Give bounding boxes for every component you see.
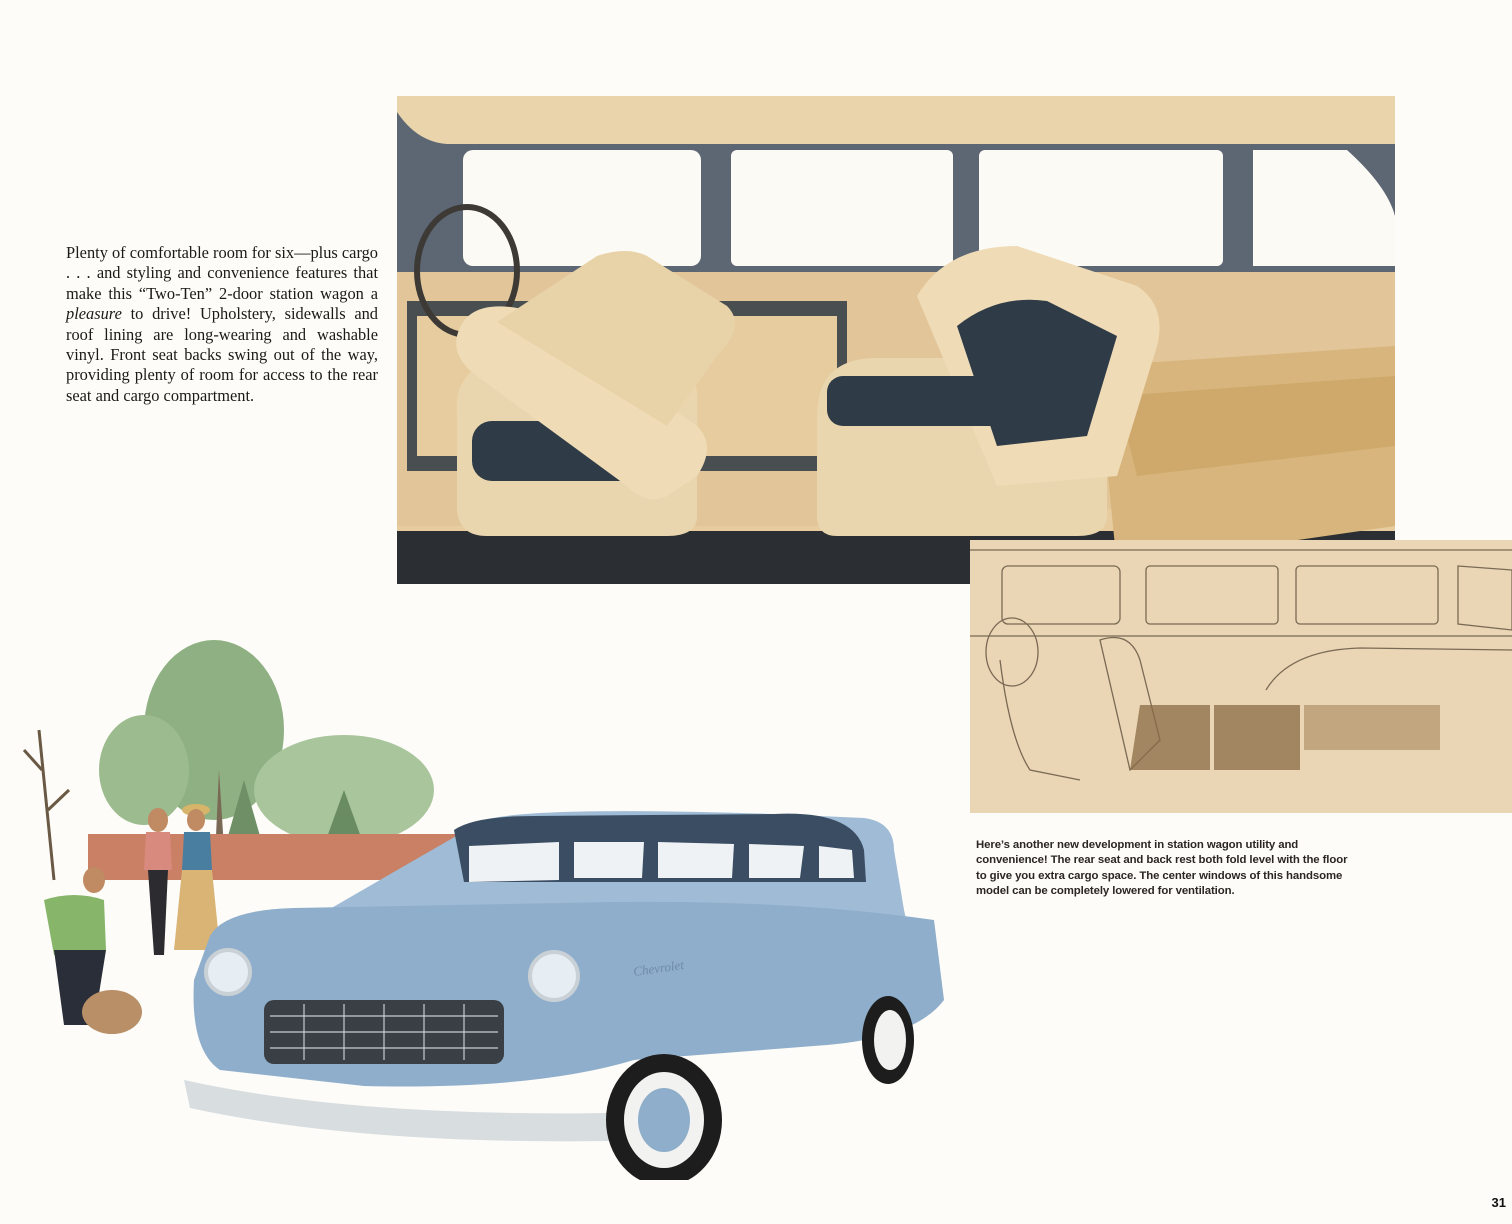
interior-description — [66, 243, 378, 406]
description-part-1: Plenty of comfortable room for six—plus cargo . . . and styling and convenience features that make this “Two-Ten” 2-door station wagon a — [66, 243, 378, 303]
folded-seat-sketch — [970, 540, 1512, 813]
cargo-caption: Here’s another new development in station wagon utility and convenience! The rear seat and back rest both fold level with the floor to give you extra cargo space. The center windows of this handsome model can be completely lowered for ventilation. — [976, 839, 1348, 898]
interior-illustration — [397, 96, 1395, 584]
page-number: 31 — [1491, 1195, 1506, 1210]
description-emphasis: pleasure — [66, 304, 122, 324]
description-part-2: to drive! Upholstery, sidewalls and roof lining are long-wearing and washable vinyl. Front seat backs swing out of the way, providing plenty of room for access to the rear seat and cargo compartment. — [66, 304, 378, 405]
chevrolet-script-badge: Chevrolet — [632, 957, 685, 979]
station-wagon-illustration — [14, 620, 974, 1180]
